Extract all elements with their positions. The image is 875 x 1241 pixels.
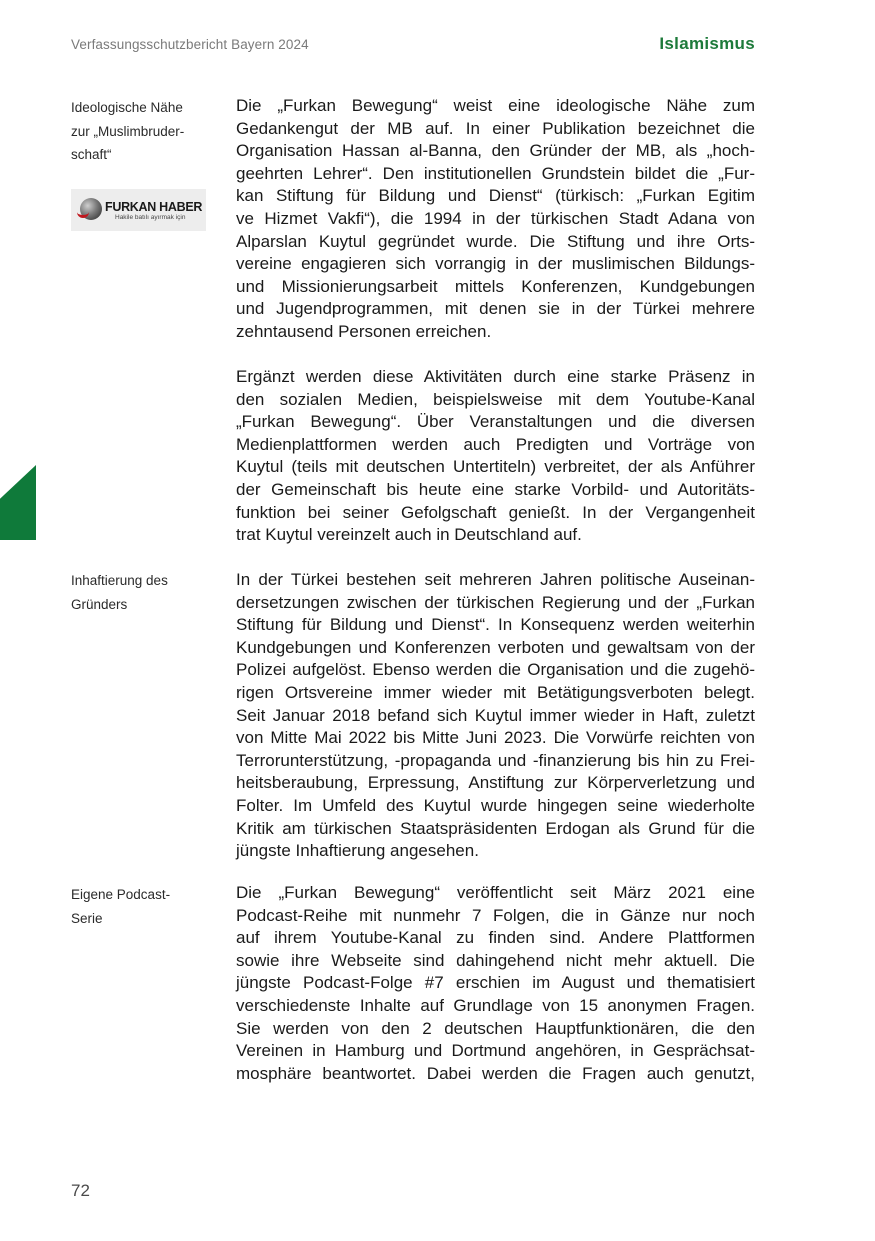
section-title: Islamismus bbox=[659, 34, 755, 53]
text-line: funktion bei seiner Gefolgschaft genießt. In der Vergangenheit bbox=[236, 502, 755, 522]
text-line: Medienplattformen werden auch Predigten und Vorträge von bbox=[236, 434, 755, 454]
margin-note-line: schaft“ bbox=[71, 147, 112, 162]
paragraph-ideology bbox=[236, 95, 755, 344]
text-line: verschiedenste Inhalte auf Grundlage von 15 anonymen Fragen. bbox=[236, 995, 755, 1015]
text-line: der Gemeinschaft bis heute eine starke Vorbild- und Autoritäts- bbox=[236, 479, 755, 499]
margin-note-line: Serie bbox=[71, 910, 103, 926]
margin-note-line: Gründers bbox=[71, 596, 128, 612]
text-line: Sie werden von den 2 deutschen Hauptfunktionären, die den bbox=[236, 1018, 755, 1038]
text-line: jüngste Inhaftierung angesehen. bbox=[236, 841, 479, 861]
paragraph-imprisonment bbox=[236, 569, 755, 863]
text-line: Die „Furkan Bewegung“ weist eine ideologische Nähe zum bbox=[236, 96, 755, 115]
running-header-title: Verfassungsschutzbericht Bayern 2024 bbox=[71, 37, 309, 52]
logo-wordmark: FURKAN HABER bbox=[105, 200, 203, 214]
text-line: geehrten Lehrer“. Den institutionellen Grundstein bildet die „Fur- bbox=[236, 163, 755, 183]
text-line: zehntausend Personen erreichen. bbox=[236, 321, 492, 341]
text-line: auf ihrem Youtube-Kanal zu finden sind. Andere Plattformen bbox=[236, 928, 755, 948]
text-line: Ergänzt werden diese Aktivitäten durch eine starke Präsenz in bbox=[236, 367, 755, 386]
text-line: Die „Furkan Bewegung“ veröffentlicht seit März 2021 eine bbox=[236, 883, 755, 902]
text-line: Kuytul (teils mit deutschen Untertiteln) verbreitet, der als Anführer bbox=[236, 457, 755, 477]
paragraph-podcast bbox=[236, 882, 755, 1085]
margin-note-ideology bbox=[71, 96, 211, 167]
margin-note-line: Inhaftierung des bbox=[71, 573, 168, 588]
margin-note-line: Eigene Podcast- bbox=[71, 887, 171, 902]
text-line: ve Hizmet Vakfi“), die 1994 in der türkischen Stadt Adana von bbox=[236, 208, 755, 228]
text-line: heitsberaubung, Erpressung, Anstiftung zur Körperverletzung und bbox=[236, 773, 755, 793]
text-line: „Furkan Bewegung“. Über Veranstaltungen und die diversen bbox=[236, 412, 755, 432]
text-line: Seit Januar 2018 befand sich Kuytul immer wieder in Haft, zuletzt bbox=[236, 705, 755, 725]
page-number: 72 bbox=[71, 1181, 90, 1200]
text-line: Folter. Im Umfeld des Kuytul wurde hingegen seine wiederholte bbox=[236, 795, 755, 815]
text-line: Kundgebungen und Konferenzen verboten und gewaltsam von der bbox=[236, 637, 755, 657]
text-line: sowie ihre Webseite sind dahingehend nicht mehr aktuell. Die bbox=[236, 950, 755, 970]
text-line: Alparslan Kuytul gegründet wurde. Die Stiftung und ihre Orts- bbox=[236, 231, 755, 251]
text-line: Vereinen in Hamburg und Dortmund angehören, in Gesprächsat- bbox=[236, 1041, 755, 1061]
text-line: Organisation Hassan al-Banna, den Gründer der MB, als „hoch- bbox=[236, 141, 755, 161]
text-line: jüngste Podcast-Folge #7 erschien im August und thematisiert bbox=[236, 973, 755, 993]
text-line: und Jugendprogrammen, mit denen sie in der Türkei mehrere bbox=[236, 299, 755, 319]
text-line: von Mitte Mai 2022 bis Mitte Juni 2023. Die Vorwürfe reichten von bbox=[236, 728, 755, 748]
text-line: und Missionierungsarbeit mittels Konferenzen, Kundgebungen bbox=[236, 276, 755, 296]
margin-note-line: Ideologische Nähe bbox=[71, 100, 183, 115]
margin-note-line: zur „Muslimbruder- bbox=[71, 123, 185, 139]
text-line: Polizei aufgelöst. Ebenso werden die Organisation und die zugehö- bbox=[236, 660, 755, 680]
margin-note-podcast bbox=[71, 883, 211, 930]
text-line: In der Türkei bestehen seit mehreren Jahren politische Auseinan- bbox=[236, 570, 755, 589]
text-line: Terrorunterstützung, -propaganda und -finanzierung bis hin zu Frei- bbox=[236, 750, 755, 770]
text-line: Podcast-Reihe mit nunmehr 7 Folgen, die in Gänze nur noch bbox=[236, 905, 755, 925]
paragraph-social-media bbox=[236, 366, 755, 547]
text-line: mosphäre beantwortet. Dabei werden die Fragen auch genutzt, bbox=[236, 1063, 755, 1083]
text-line: rigen Ortsvereine immer wieder mit Betätigungsverboten belegt. bbox=[236, 682, 755, 702]
section-tab-marker bbox=[0, 465, 36, 540]
logo-tagline: Hakile batılı ayırmak için bbox=[115, 214, 186, 221]
furkan-haber-logo bbox=[71, 189, 206, 231]
text-line: Stiftung für Bildung und Dienst“. In Konsequenz werden weiterhin bbox=[236, 615, 755, 635]
text-line: den sozialen Medien, beispielsweise mit dem Youtube-Kanal bbox=[236, 389, 755, 409]
text-line: Kritik am türkischen Staatspräsidenten Erdogan als Grund für die bbox=[236, 818, 755, 838]
text-line: Gedankengut der MB auf. In einer Publikation bezeichnet die bbox=[236, 118, 755, 138]
text-line: dersetzungen zwischen der türkischen Regierung und der „Furkan bbox=[236, 592, 755, 612]
text-line: vereine engagieren sich vorrangig in der muslimischen Bildungs- bbox=[236, 254, 755, 274]
text-line: kan Stiftung für Bildung und Dienst“ (türkisch: „Furkan Egitim bbox=[236, 186, 755, 206]
text-line: trat Kuytul vereinzelt auch in Deutschland auf. bbox=[236, 525, 582, 545]
margin-note-imprisonment bbox=[71, 569, 211, 616]
